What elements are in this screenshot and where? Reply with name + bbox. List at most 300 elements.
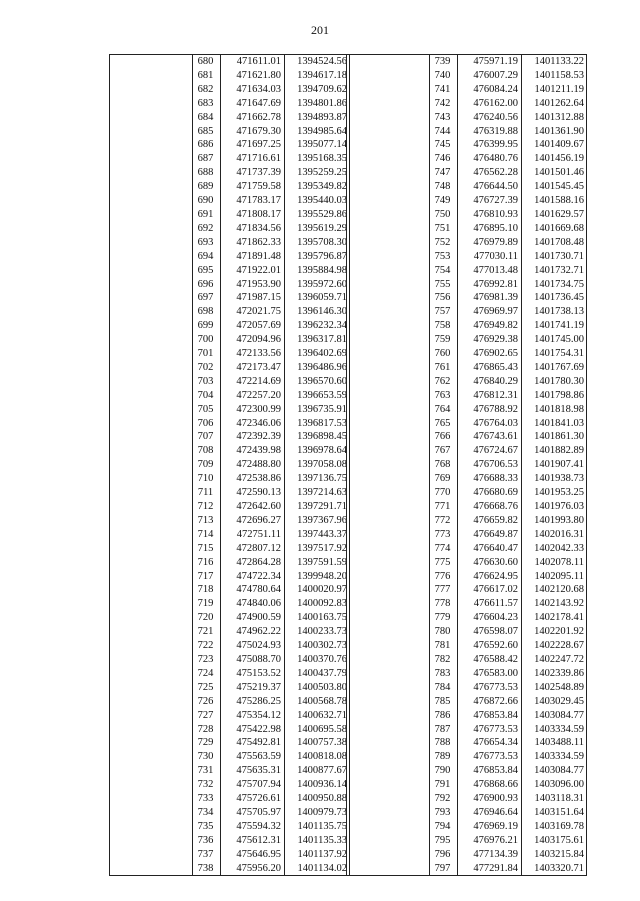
table-row: [110, 792, 350, 806]
table-row: [110, 778, 350, 792]
table-row: [347, 723, 587, 737]
point-number-cell: 734: [193, 806, 221, 820]
y-coordinate-cell: 1400437.79: [285, 667, 350, 681]
point-number-cell: 727: [193, 709, 221, 723]
point-number-cell: 739: [430, 55, 458, 69]
x-coordinate-cell: 476895.10: [458, 222, 522, 236]
y-coordinate-cell: 1400757.38: [285, 736, 350, 750]
blank-cell: [347, 778, 430, 792]
y-coordinate-cell: 1394893.87: [285, 111, 350, 125]
table-row: [110, 611, 350, 625]
y-coordinate-cell: 1395168.35: [285, 152, 350, 166]
point-number-cell: 684: [193, 111, 221, 125]
blank-cell: [347, 625, 430, 639]
blank-cell: [110, 486, 193, 500]
table-row: [110, 444, 350, 458]
x-coordinate-cell: 476654.34: [458, 736, 522, 750]
x-coordinate-cell: 475635.31: [221, 764, 285, 778]
y-coordinate-cell: 1402095.11: [522, 570, 587, 584]
point-number-cell: 721: [193, 625, 221, 639]
point-number-cell: 783: [430, 667, 458, 681]
point-number-cell: 689: [193, 180, 221, 194]
blank-cell: [110, 723, 193, 737]
x-coordinate-cell: 472696.27: [221, 514, 285, 528]
y-coordinate-cell: 1400877.67: [285, 764, 350, 778]
table-row: [110, 458, 350, 472]
table-row: [110, 403, 350, 417]
blank-cell: [347, 806, 430, 820]
y-coordinate-cell: 1401882.89: [522, 444, 587, 458]
point-number-cell: 686: [193, 138, 221, 152]
x-coordinate-cell: 475705.97: [221, 806, 285, 820]
point-number-cell: 774: [430, 542, 458, 556]
point-number-cell: 786: [430, 709, 458, 723]
blank-cell: [347, 486, 430, 500]
table-row: [110, 695, 350, 709]
blank-cell: [347, 138, 430, 152]
x-coordinate-cell: 476969.97: [458, 305, 522, 319]
blank-cell: [110, 542, 193, 556]
y-coordinate-cell: 1401133.22: [522, 55, 587, 69]
blank-cell: [110, 278, 193, 292]
point-number-cell: 702: [193, 361, 221, 375]
point-number-cell: 716: [193, 556, 221, 570]
blank-cell: [347, 83, 430, 97]
point-number-cell: 714: [193, 528, 221, 542]
y-coordinate-cell: 1401976.03: [522, 500, 587, 514]
point-number-cell: 731: [193, 764, 221, 778]
x-coordinate-cell: 472057.69: [221, 319, 285, 333]
x-coordinate-cell: 476981.39: [458, 291, 522, 305]
x-coordinate-cell: 476604.23: [458, 611, 522, 625]
y-coordinate-cell: 1401993.80: [522, 514, 587, 528]
blank-cell: [347, 500, 430, 514]
blank-cell: [110, 250, 193, 264]
y-coordinate-cell: 1401734.75: [522, 278, 587, 292]
table-row: [347, 834, 587, 848]
table-row: [110, 333, 350, 347]
y-coordinate-cell: 1403084.77: [522, 764, 587, 778]
x-coordinate-cell: 475422.98: [221, 723, 285, 737]
coordinate-table-right: [346, 54, 587, 876]
y-coordinate-cell: 1395884.98: [285, 264, 350, 278]
x-coordinate-cell: 472300.99: [221, 403, 285, 417]
blank-cell: [110, 111, 193, 125]
point-number-cell: 691: [193, 208, 221, 222]
y-coordinate-cell: 1394801.86: [285, 97, 350, 111]
point-number-cell: 755: [430, 278, 458, 292]
point-number-cell: 757: [430, 305, 458, 319]
x-coordinate-cell: 475726.61: [221, 792, 285, 806]
y-coordinate-cell: 1401501.46: [522, 166, 587, 180]
y-coordinate-cell: 1397591.59: [285, 556, 350, 570]
point-number-cell: 794: [430, 820, 458, 834]
point-number-cell: 743: [430, 111, 458, 125]
y-coordinate-cell: 1401588.16: [522, 194, 587, 208]
point-number-cell: 738: [193, 862, 221, 876]
y-coordinate-cell: 1402078.11: [522, 556, 587, 570]
blank-cell: [347, 194, 430, 208]
point-number-cell: 713: [193, 514, 221, 528]
x-coordinate-cell: 475646.95: [221, 848, 285, 862]
point-number-cell: 737: [193, 848, 221, 862]
table-row: [110, 681, 350, 695]
table-row: [110, 472, 350, 486]
table-row: [110, 723, 350, 737]
point-number-cell: 785: [430, 695, 458, 709]
point-number-cell: 771: [430, 500, 458, 514]
table-row: [347, 792, 587, 806]
y-coordinate-cell: 1403488.11: [522, 736, 587, 750]
blank-cell: [347, 681, 430, 695]
table-row: [347, 111, 587, 125]
x-coordinate-cell: 476644.50: [458, 180, 522, 194]
point-number-cell: 745: [430, 138, 458, 152]
point-number-cell: 762: [430, 375, 458, 389]
table-row: [347, 208, 587, 222]
point-number-cell: 775: [430, 556, 458, 570]
table-row: [347, 458, 587, 472]
table-row: [110, 194, 350, 208]
y-coordinate-cell: 1396817.53: [285, 417, 350, 431]
table-row: [110, 375, 350, 389]
x-coordinate-cell: 476630.60: [458, 556, 522, 570]
table-row: [347, 625, 587, 639]
table-row: [347, 194, 587, 208]
point-number-cell: 778: [430, 597, 458, 611]
y-coordinate-cell: 1395708.30: [285, 236, 350, 250]
table-row: [347, 291, 587, 305]
table-row: [110, 166, 350, 180]
point-number-cell: 770: [430, 486, 458, 500]
table-row: [110, 862, 350, 876]
point-number-cell: 681: [193, 69, 221, 83]
y-coordinate-cell: 1400936.14: [285, 778, 350, 792]
point-number-cell: 740: [430, 69, 458, 83]
x-coordinate-cell: 474780.64: [221, 583, 285, 597]
table-row: [347, 347, 587, 361]
x-coordinate-cell: 476773.53: [458, 723, 522, 737]
y-coordinate-cell: 1402247.72: [522, 653, 587, 667]
point-number-cell: 779: [430, 611, 458, 625]
blank-cell: [347, 570, 430, 584]
point-number-cell: 715: [193, 542, 221, 556]
point-number-cell: 722: [193, 639, 221, 653]
table-row: [110, 597, 350, 611]
point-number-cell: 717: [193, 570, 221, 584]
table-row: [347, 514, 587, 528]
y-coordinate-cell: 1396978.64: [285, 444, 350, 458]
table-row: [347, 639, 587, 653]
table-row: [347, 542, 587, 556]
table-row: [347, 486, 587, 500]
table-row: [110, 278, 350, 292]
blank-cell: [110, 97, 193, 111]
y-coordinate-cell: 1401135.33: [285, 834, 350, 848]
y-coordinate-cell: 1401907.41: [522, 458, 587, 472]
y-coordinate-cell: 1397291.71: [285, 500, 350, 514]
point-number-cell: 744: [430, 125, 458, 139]
point-number-cell: 711: [193, 486, 221, 500]
table-row: [347, 444, 587, 458]
blank-cell: [347, 278, 430, 292]
x-coordinate-cell: 472538.86: [221, 472, 285, 486]
y-coordinate-cell: 1401137.92: [285, 848, 350, 862]
y-coordinate-cell: 1395619.29: [285, 222, 350, 236]
y-coordinate-cell: 1396146.30: [285, 305, 350, 319]
table-row: [347, 611, 587, 625]
x-coordinate-cell: 472590.13: [221, 486, 285, 500]
x-coordinate-cell: 476480.76: [458, 152, 522, 166]
table-row: [347, 278, 587, 292]
point-number-cell: 728: [193, 723, 221, 737]
x-coordinate-cell: 476900.93: [458, 792, 522, 806]
table-row: [347, 375, 587, 389]
point-number-cell: 697: [193, 291, 221, 305]
blank-cell: [110, 709, 193, 723]
point-number-cell: 700: [193, 333, 221, 347]
y-coordinate-cell: 1395972.60: [285, 278, 350, 292]
y-coordinate-cell: 1401134.02: [285, 862, 350, 876]
y-coordinate-cell: 1402042.33: [522, 542, 587, 556]
table-row: [110, 83, 350, 97]
x-coordinate-cell: 474722.34: [221, 570, 285, 584]
x-coordinate-cell: 476659.82: [458, 514, 522, 528]
point-number-cell: 708: [193, 444, 221, 458]
table-row: [110, 347, 350, 361]
table-row: [110, 736, 350, 750]
blank-cell: [347, 347, 430, 361]
point-number-cell: 732: [193, 778, 221, 792]
x-coordinate-cell: 476588.42: [458, 653, 522, 667]
y-coordinate-cell: 1401409.67: [522, 138, 587, 152]
y-coordinate-cell: 1400092.83: [285, 597, 350, 611]
table-row: [347, 695, 587, 709]
blank-cell: [347, 430, 430, 444]
table-row: [347, 180, 587, 194]
table-row: [110, 417, 350, 431]
x-coordinate-cell: 476773.53: [458, 681, 522, 695]
table-row: [110, 222, 350, 236]
x-coordinate-cell: 475612.31: [221, 834, 285, 848]
point-number-cell: 724: [193, 667, 221, 681]
y-coordinate-cell: 1397214.63: [285, 486, 350, 500]
x-coordinate-cell: 475594.32: [221, 820, 285, 834]
table-row: [347, 681, 587, 695]
table-row: [110, 361, 350, 375]
x-coordinate-cell: 476949.82: [458, 319, 522, 333]
blank-cell: [110, 222, 193, 236]
blank-cell: [347, 417, 430, 431]
y-coordinate-cell: 1396402.69: [285, 347, 350, 361]
table-row: [347, 597, 587, 611]
point-number-cell: 781: [430, 639, 458, 653]
table-row: [110, 125, 350, 139]
blank-cell: [110, 639, 193, 653]
x-coordinate-cell: 475286.25: [221, 695, 285, 709]
point-number-cell: 749: [430, 194, 458, 208]
x-coordinate-cell: 472864.28: [221, 556, 285, 570]
blank-cell: [110, 69, 193, 83]
x-coordinate-cell: 471987.15: [221, 291, 285, 305]
point-number-cell: 747: [430, 166, 458, 180]
blank-cell: [110, 403, 193, 417]
blank-cell: [110, 806, 193, 820]
y-coordinate-cell: 1401262.64: [522, 97, 587, 111]
table-row: [347, 500, 587, 514]
blank-cell: [110, 430, 193, 444]
table-row: [110, 556, 350, 570]
blank-cell: [110, 444, 193, 458]
point-number-cell: 753: [430, 250, 458, 264]
blank-cell: [110, 862, 193, 876]
y-coordinate-cell: 1394617.18: [285, 69, 350, 83]
y-coordinate-cell: 1401745.00: [522, 333, 587, 347]
y-coordinate-cell: 1400233.73: [285, 625, 350, 639]
table-row: [347, 583, 587, 597]
point-number-cell: 756: [430, 291, 458, 305]
x-coordinate-cell: 476810.93: [458, 208, 522, 222]
y-coordinate-cell: 1400163.75: [285, 611, 350, 625]
table-row: [347, 736, 587, 750]
point-number-cell: 690: [193, 194, 221, 208]
point-number-cell: 693: [193, 236, 221, 250]
table-row: [347, 556, 587, 570]
x-coordinate-cell: 472173.47: [221, 361, 285, 375]
x-coordinate-cell: 477134.39: [458, 848, 522, 862]
blank-cell: [110, 570, 193, 584]
x-coordinate-cell: 476868.66: [458, 778, 522, 792]
y-coordinate-cell: 1401818.98: [522, 403, 587, 417]
blank-cell: [347, 97, 430, 111]
y-coordinate-cell: 1395077.14: [285, 138, 350, 152]
point-number-cell: 787: [430, 723, 458, 737]
blank-cell: [110, 848, 193, 862]
blank-cell: [110, 319, 193, 333]
blank-cell: [347, 834, 430, 848]
blank-cell: [347, 542, 430, 556]
blank-cell: [110, 556, 193, 570]
blank-cell: [347, 820, 430, 834]
table-row: [110, 514, 350, 528]
x-coordinate-cell: 472488.80: [221, 458, 285, 472]
point-number-cell: 703: [193, 375, 221, 389]
y-coordinate-cell: 1395529.86: [285, 208, 350, 222]
point-number-cell: 777: [430, 583, 458, 597]
y-coordinate-cell: 1397443.37: [285, 528, 350, 542]
table-row: [347, 820, 587, 834]
x-coordinate-cell: 476727.39: [458, 194, 522, 208]
point-number-cell: 688: [193, 166, 221, 180]
point-number-cell: 768: [430, 458, 458, 472]
x-coordinate-cell: 471783.17: [221, 194, 285, 208]
point-number-cell: 761: [430, 361, 458, 375]
point-number-cell: 683: [193, 97, 221, 111]
blank-cell: [110, 291, 193, 305]
blank-cell: [110, 736, 193, 750]
y-coordinate-cell: 1400695.58: [285, 723, 350, 737]
x-coordinate-cell: 476668.76: [458, 500, 522, 514]
point-number-cell: 759: [430, 333, 458, 347]
point-number-cell: 780: [430, 625, 458, 639]
y-coordinate-cell: 1402548.89: [522, 681, 587, 695]
table-row: [347, 430, 587, 444]
y-coordinate-cell: 1403215.84: [522, 848, 587, 862]
point-number-cell: 694: [193, 250, 221, 264]
y-coordinate-cell: 1401708.48: [522, 236, 587, 250]
y-coordinate-cell: 1403334.59: [522, 750, 587, 764]
y-coordinate-cell: 1397058.08: [285, 458, 350, 472]
table-row: [347, 222, 587, 236]
table-row: [347, 319, 587, 333]
x-coordinate-cell: 475563.59: [221, 750, 285, 764]
blank-cell: [110, 583, 193, 597]
y-coordinate-cell: 1401361.90: [522, 125, 587, 139]
point-number-cell: 723: [193, 653, 221, 667]
y-coordinate-cell: 1401211.19: [522, 83, 587, 97]
y-coordinate-cell: 1401730.71: [522, 250, 587, 264]
table-row: [110, 500, 350, 514]
x-coordinate-cell: 476598.07: [458, 625, 522, 639]
y-coordinate-cell: 1401938.73: [522, 472, 587, 486]
x-coordinate-cell: 476640.47: [458, 542, 522, 556]
table-row: [347, 570, 587, 584]
y-coordinate-cell: 1401798.86: [522, 389, 587, 403]
blank-cell: [347, 403, 430, 417]
blank-cell: [347, 639, 430, 653]
x-coordinate-cell: 472094.96: [221, 333, 285, 347]
point-number-cell: 730: [193, 750, 221, 764]
point-number-cell: 698: [193, 305, 221, 319]
y-coordinate-cell: 1400950.88: [285, 792, 350, 806]
y-coordinate-cell: 1400568.78: [285, 695, 350, 709]
blank-cell: [347, 319, 430, 333]
x-coordinate-cell: 476743.61: [458, 430, 522, 444]
table-row: [110, 625, 350, 639]
point-number-cell: 772: [430, 514, 458, 528]
y-coordinate-cell: 1401312.88: [522, 111, 587, 125]
table-row: [347, 653, 587, 667]
blank-cell: [347, 653, 430, 667]
point-number-cell: 763: [430, 389, 458, 403]
blank-cell: [110, 264, 193, 278]
blank-cell: [110, 778, 193, 792]
blank-cell: [347, 583, 430, 597]
y-coordinate-cell: 1403169.78: [522, 820, 587, 834]
point-number-cell: 695: [193, 264, 221, 278]
y-coordinate-cell: 1397517.92: [285, 542, 350, 556]
x-coordinate-cell: 476680.69: [458, 486, 522, 500]
x-coordinate-cell: 476865.43: [458, 361, 522, 375]
table-row: [347, 97, 587, 111]
x-coordinate-cell: 476399.95: [458, 138, 522, 152]
y-coordinate-cell: 1402339.86: [522, 667, 587, 681]
table-row: [347, 264, 587, 278]
y-coordinate-cell: 1401629.57: [522, 208, 587, 222]
x-coordinate-cell: 476562.28: [458, 166, 522, 180]
y-coordinate-cell: 1403084.77: [522, 709, 587, 723]
y-coordinate-cell: 1403096.00: [522, 778, 587, 792]
y-coordinate-cell: 1400818.08: [285, 750, 350, 764]
table-row: [110, 709, 350, 723]
x-coordinate-cell: 475153.52: [221, 667, 285, 681]
blank-cell: [110, 625, 193, 639]
blank-cell: [110, 472, 193, 486]
table-row: [347, 333, 587, 347]
blank-cell: [110, 333, 193, 347]
table-row: [347, 138, 587, 152]
x-coordinate-cell: 471716.61: [221, 152, 285, 166]
